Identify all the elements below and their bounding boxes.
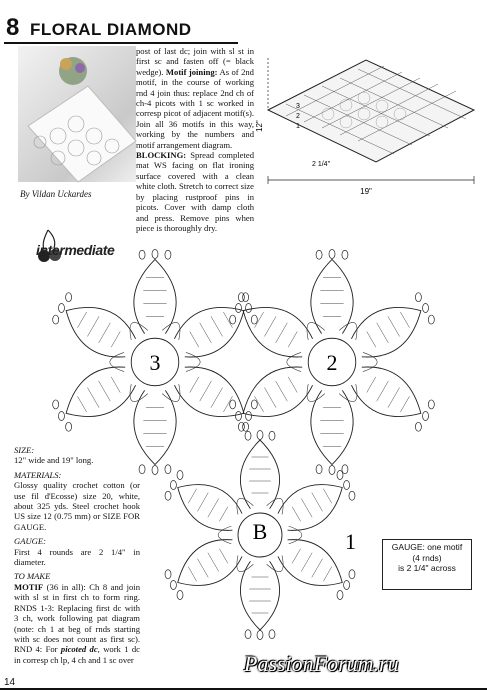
- stitch-mark: [276, 381, 288, 401]
- stitch-mark: [264, 316, 276, 336]
- inner-arch: [289, 526, 302, 544]
- inner-arch: [363, 352, 377, 371]
- photo-credit: By Vildan Uckardes: [20, 189, 92, 199]
- gauge-line-2: (4 rnds): [412, 552, 442, 563]
- inner-arch: [267, 555, 284, 571]
- watermark: PassionForum.ru: [244, 651, 399, 676]
- stitch-mark: [292, 507, 300, 522]
- motif-number-label: 2: [326, 350, 338, 375]
- to-make-heading: TO MAKE: [14, 571, 51, 582]
- picot-loop: [165, 250, 171, 259]
- petal: [178, 485, 242, 531]
- picot-loop: [230, 315, 236, 324]
- inner-arch: [287, 352, 301, 371]
- stitch-mark: [208, 553, 219, 572]
- inner-arch: [186, 352, 200, 371]
- motif-number-label: 1: [345, 529, 356, 554]
- picot-loop: [415, 422, 421, 431]
- stitch-mark: [288, 331, 297, 347]
- stitch-mark: [400, 396, 409, 412]
- picoted-dc-term: picoted dc: [60, 644, 98, 655]
- petal: [278, 540, 342, 586]
- inner-arch: [110, 352, 124, 371]
- stitch-mark: [367, 331, 376, 347]
- stitch-mark: [388, 388, 400, 408]
- motif-joining-text: As of 2nd motif, in the course of working rnd 4 join thus: replace 2nd ch of ch-4 picots with 1 sc worked in corresp picot of adjacent motif(s). Join all 36 motifs in this way, working by the numbers and motif arrangement diagram.: [136, 66, 254, 150]
- petal: [351, 367, 420, 417]
- motif-1: [53, 250, 258, 475]
- picot-loop: [53, 315, 59, 324]
- stitch-mark: [312, 493, 323, 512]
- size-heading: SIZE:: [14, 445, 35, 455]
- motif-3: [165, 431, 356, 640]
- stitch-mark: [388, 316, 400, 336]
- row-number-2: 2: [296, 113, 300, 120]
- picot-loop: [316, 250, 322, 259]
- petal: [134, 259, 176, 333]
- picot-loop: [337, 470, 343, 479]
- blocking-heading: BLOCKING:: [136, 150, 187, 161]
- inner-arch: [237, 555, 254, 571]
- gauge-heading: GAUGE:: [14, 536, 46, 547]
- picot-loop: [243, 293, 249, 302]
- picot-loop: [423, 304, 429, 313]
- petal: [240, 561, 279, 630]
- picot-loop: [344, 481, 350, 490]
- height-label: 12": [255, 120, 264, 132]
- picot-loop: [269, 431, 275, 440]
- stitch-mark: [208, 499, 219, 518]
- picot-loop: [316, 465, 322, 474]
- stitch-mark: [301, 553, 312, 572]
- stitch-mark: [255, 396, 264, 412]
- materials-heading: MATERIALS:: [14, 469, 62, 480]
- petal: [311, 259, 353, 333]
- instructions-text: post of last dc; join with sl st in first sc and fasten off (= black wedge).: [136, 46, 254, 77]
- stitch-mark: [276, 323, 288, 343]
- stitch-mark: [78, 312, 87, 328]
- inner-arch: [339, 384, 357, 402]
- stitch-mark: [87, 316, 99, 336]
- petal: [351, 307, 420, 357]
- petal: [278, 485, 342, 531]
- picot-loop: [428, 400, 434, 409]
- picot-loop: [177, 591, 183, 600]
- picot-loop: [152, 250, 158, 259]
- picot-loop: [251, 315, 257, 324]
- row-number-3: 3: [296, 103, 300, 110]
- motif-joining-heading: Motif joining:: [165, 66, 218, 77]
- inner-arch: [307, 322, 325, 340]
- picot-loop: [246, 412, 252, 421]
- inner-arch: [218, 526, 231, 544]
- stitch-mark: [197, 493, 208, 512]
- stitch-mark: [111, 331, 120, 347]
- skill-level-badge: intermediate: [36, 242, 115, 258]
- stitch-mark: [367, 377, 376, 393]
- picot-loop: [415, 293, 421, 302]
- picot-loop: [177, 470, 183, 479]
- gauge-box: [382, 539, 472, 590]
- motif-size-label: 2 1/4": [312, 161, 331, 168]
- blocking-text: Spread completed mat WS facing on flat ironing surface covered with a clean white cloth. Stretch to correct size by placing rustproof pins in picots. Cover with damp cloth and press. Remove pins when piece is thoroughly dry.: [136, 150, 254, 233]
- picot-loop: [235, 412, 241, 421]
- picot-loop: [243, 422, 249, 431]
- picot-loop: [165, 491, 171, 500]
- petal: [66, 367, 135, 417]
- picot-loop: [251, 400, 257, 409]
- picot-loop: [66, 293, 72, 302]
- stitch-mark: [255, 312, 264, 328]
- title-rule: [4, 42, 238, 44]
- gauge-line-1: GAUGE: one motif: [391, 542, 463, 552]
- stitch-mark: [377, 323, 389, 343]
- stitch-mark: [211, 316, 223, 336]
- stitch-mark: [377, 381, 389, 401]
- picot-loop: [342, 250, 348, 259]
- picot-loop: [344, 581, 350, 590]
- picot-loop: [58, 304, 64, 313]
- stitch-mark: [223, 312, 232, 328]
- size-text: 12" wide and 19" long.: [14, 455, 94, 466]
- picoted-dc-text: , work 1 dc in corresp ch lp, 4 ch and 1 sc over: [14, 644, 140, 665]
- stitch-mark: [400, 312, 409, 328]
- stitch-mark: [323, 567, 331, 582]
- materials-text: Glossy quality crochet cotton (or use fil d'Ecosse) size 20, white, about 325 yds. Steel crochet hook US size 12 (0.75 mm) or SIZE FOR GAUGE.: [14, 480, 140, 532]
- gauge-line-3: is 2 1/4" across: [398, 563, 456, 573]
- picot-loop: [337, 591, 343, 600]
- instructions-left-column: [14, 445, 140, 665]
- picot-loop: [170, 481, 176, 490]
- inner-arch: [267, 498, 284, 514]
- motif-heading: MOTIF: [14, 581, 44, 592]
- picot-loop: [165, 570, 171, 579]
- pattern-number: 8: [6, 14, 20, 41]
- inner-arch: [162, 384, 180, 402]
- picot-loop: [329, 466, 335, 475]
- picot-loop: [329, 250, 335, 259]
- picot-loop: [152, 466, 158, 475]
- petal: [240, 440, 279, 509]
- petal: [134, 390, 176, 464]
- stitch-mark: [211, 388, 223, 408]
- width-label: 19": [360, 187, 372, 196]
- picot-loop: [428, 315, 434, 324]
- picot-loop: [230, 400, 236, 409]
- stitch-mark: [188, 567, 196, 582]
- stitch-mark: [200, 323, 212, 343]
- inner-arch: [307, 384, 325, 402]
- pattern-title: FLORAL DIAMOND: [30, 20, 192, 39]
- motif-number-label: B: [252, 519, 268, 544]
- motif-text: (36 in all): Ch 8 and join with sl st in first ch to form ring. RNDS 1-3: Replacing first dc with 3 ch, work following pat diagram (note: ch 1 at beg of rnds starting with sc does not count as first sc). RND 4: For: [14, 581, 140, 655]
- stitch-mark: [188, 489, 196, 504]
- stitch-mark: [288, 377, 297, 393]
- stitch-mark: [219, 507, 227, 522]
- picot-loop: [66, 422, 72, 431]
- gauge-text: First 4 rounds are 2 1/4" in diameter.: [14, 546, 140, 568]
- inner-arch: [339, 322, 357, 340]
- picot-loop: [246, 304, 252, 313]
- picot-loop: [139, 250, 145, 259]
- picot-loop: [235, 304, 241, 313]
- stitch-mark: [99, 323, 111, 343]
- project-photo: [18, 46, 136, 182]
- stitch-mark: [219, 549, 227, 564]
- motif-number-label: 3: [149, 350, 161, 375]
- stitch-mark: [223, 396, 232, 412]
- picot-loop: [257, 631, 263, 640]
- stitch-mark: [323, 489, 331, 504]
- stitch-mark: [197, 559, 208, 578]
- stitch-mark: [312, 559, 323, 578]
- stitch-mark: [200, 381, 212, 401]
- instructions-right-column: [136, 46, 254, 233]
- picot-loop: [423, 412, 429, 421]
- page-number: 14: [4, 677, 16, 688]
- picot-loop: [170, 581, 176, 590]
- picot-loop: [53, 400, 59, 409]
- picot-loop: [58, 412, 64, 421]
- inner-arch: [130, 384, 148, 402]
- picot-loop: [257, 431, 263, 440]
- inner-arch: [162, 322, 180, 340]
- stitch-mark: [111, 377, 120, 393]
- inner-arch: [130, 322, 148, 340]
- picot-loop: [245, 630, 251, 639]
- picot-loop: [245, 431, 251, 440]
- petal: [66, 307, 135, 357]
- petal: [178, 540, 242, 586]
- stitch-mark: [264, 388, 276, 408]
- stitch-mark: [190, 331, 199, 347]
- stitch-mark: [301, 499, 312, 518]
- petal: [311, 390, 353, 464]
- picot-loop: [269, 630, 275, 639]
- stitch-mark: [78, 396, 87, 412]
- picot-loop: [165, 465, 171, 474]
- stitch-mark: [99, 381, 111, 401]
- motif-arrangement-diagram: [256, 50, 481, 210]
- stitch-mark: [87, 388, 99, 408]
- inner-arch: [237, 498, 254, 514]
- stitch-mark: [190, 377, 199, 393]
- stitch-mark: [292, 549, 300, 564]
- row-number-1: 1: [296, 123, 300, 130]
- picot-loop: [349, 491, 355, 500]
- picot-loop: [349, 570, 355, 579]
